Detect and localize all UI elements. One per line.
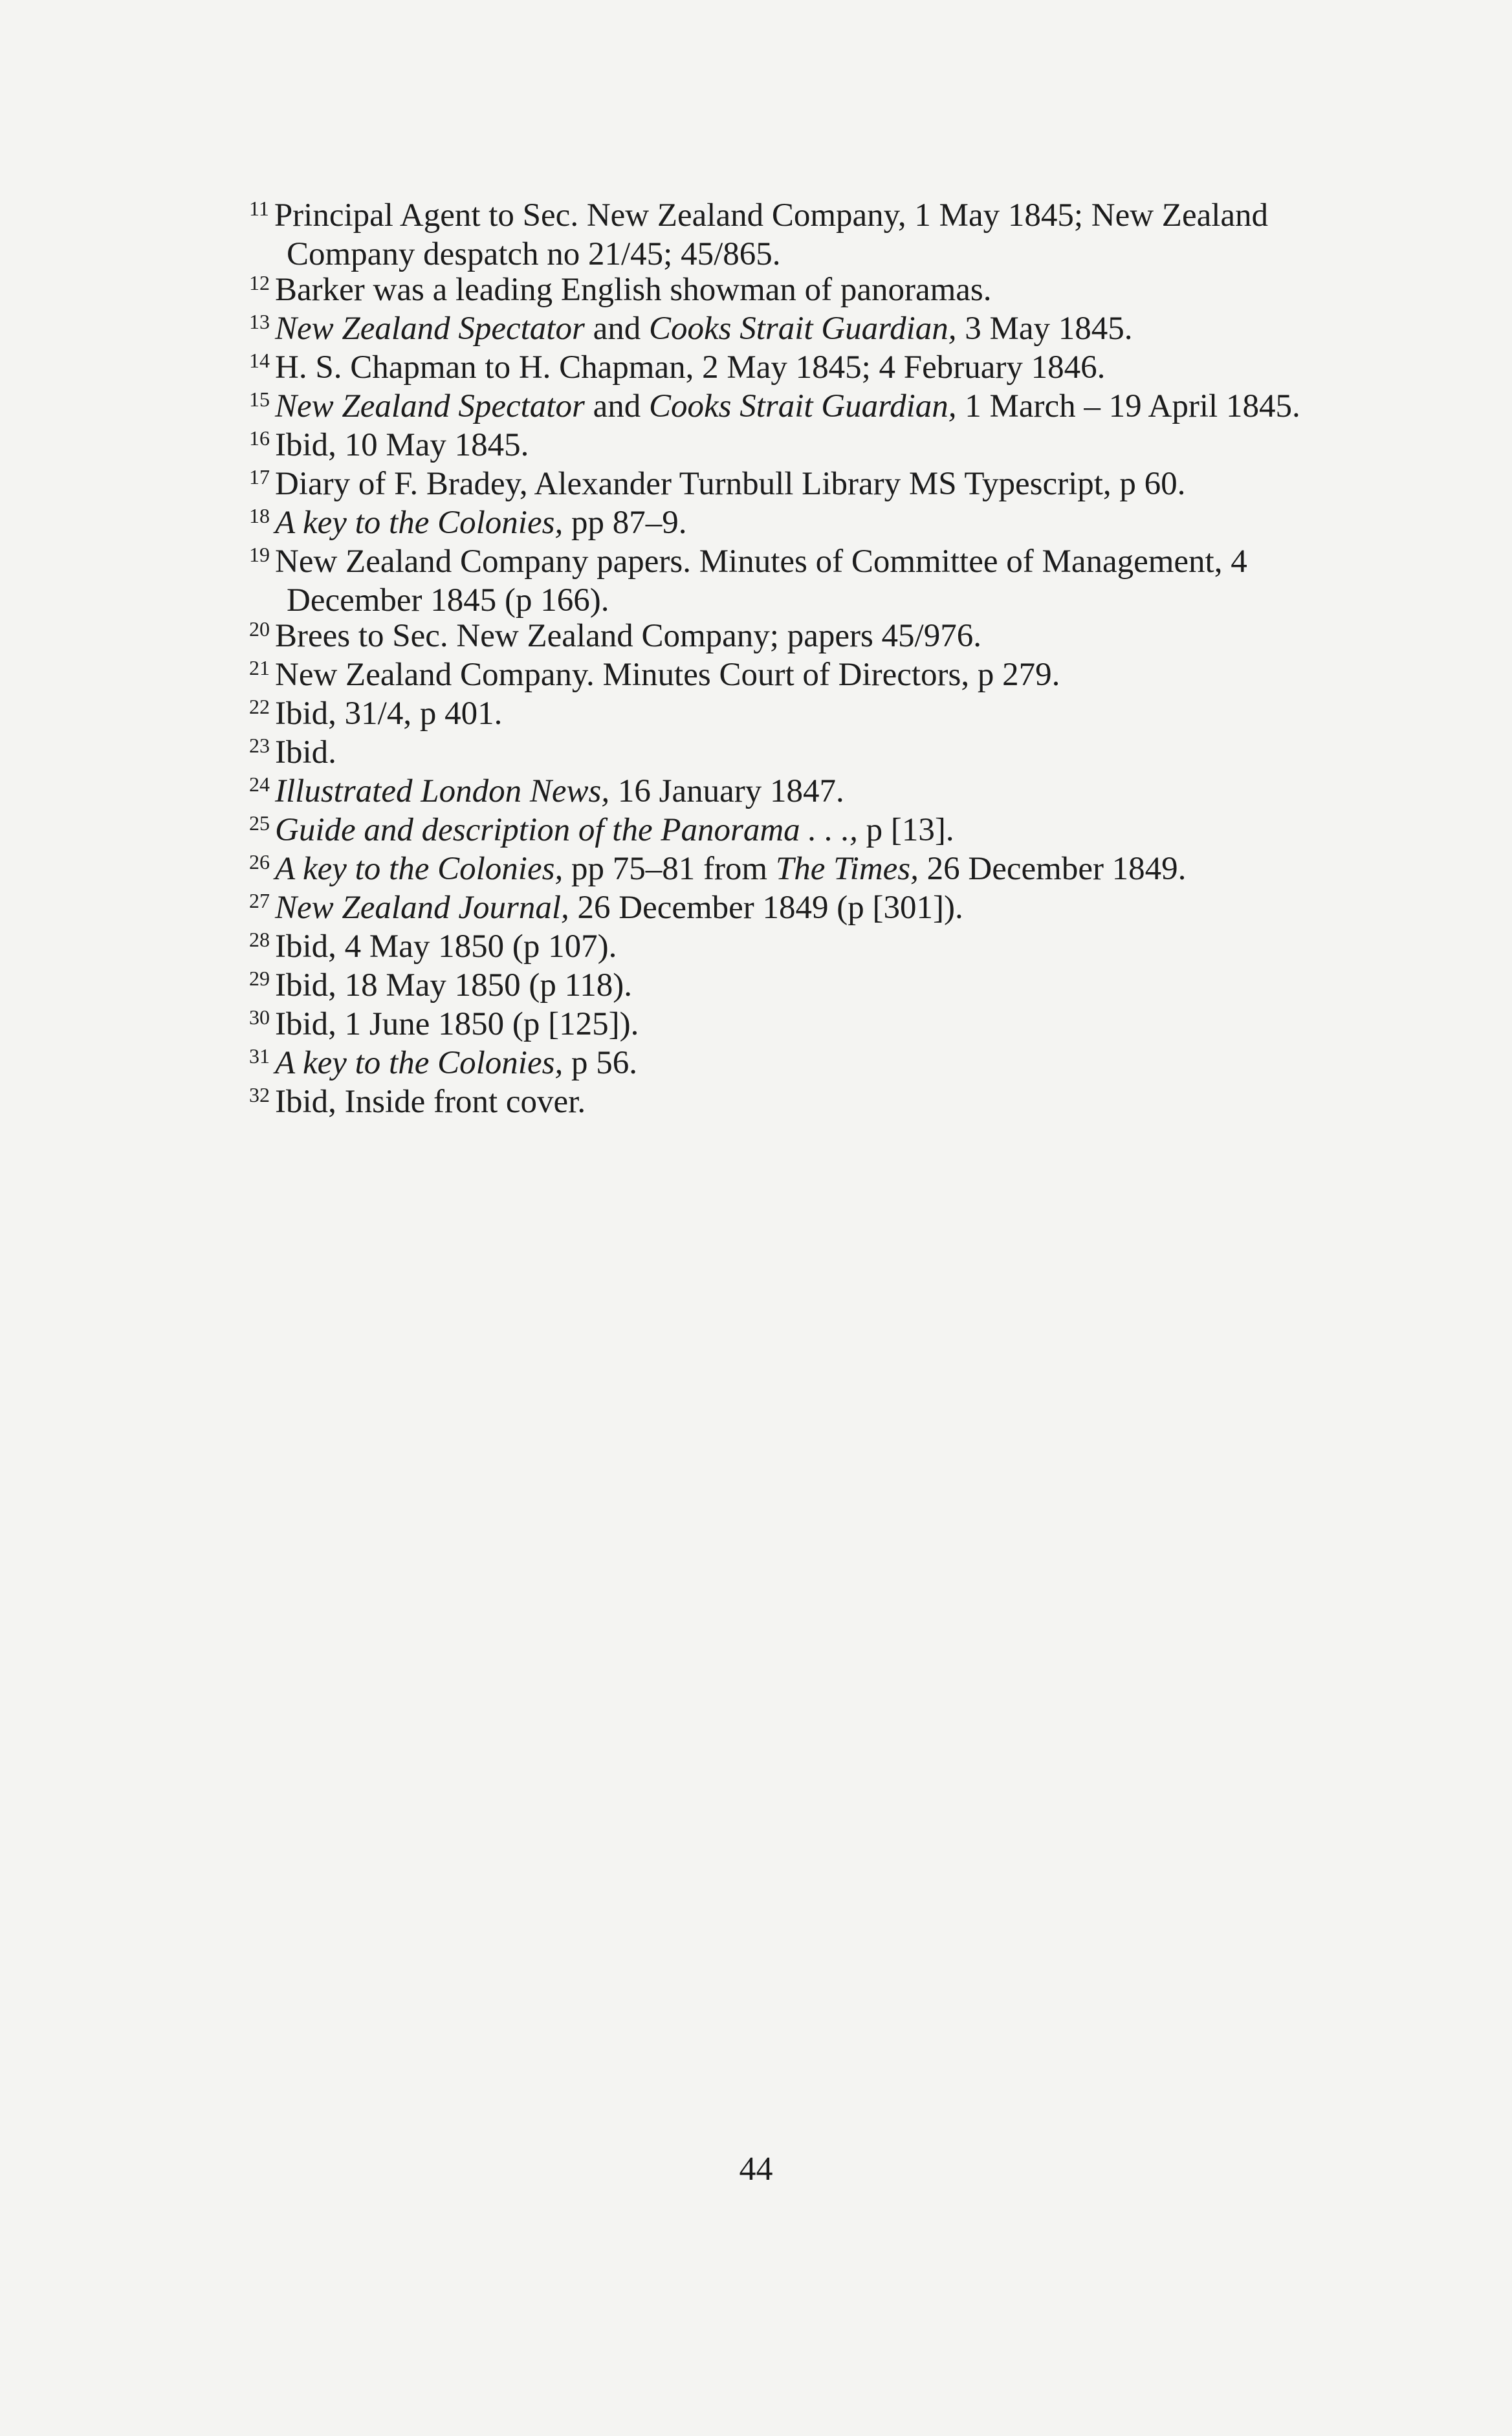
footnote-26 <box>249 851 1375 890</box>
footnote-title: New Zealand Journal, <box>275 890 569 926</box>
footnote-number: 32 <box>249 1083 270 1106</box>
footnote-text: Principal Agent to Sec. New Zealand Company, 1 May 1845; New Zealand Company despatch no 21/45; 45/865. <box>274 197 1269 272</box>
footnote-text: Ibid, 1 June 1850 (p [125]). <box>275 1006 639 1042</box>
footnote-number: 27 <box>249 889 270 912</box>
footnote-18 <box>249 505 1375 544</box>
footnote-number: 30 <box>249 1005 270 1029</box>
footnote-32 <box>249 1084 1375 1123</box>
footnote-text: Ibid, 18 May 1850 (p 118). <box>275 967 632 1004</box>
footnote-number: 24 <box>249 773 270 796</box>
footnote-number: 26 <box>249 850 270 873</box>
footnote-text: 16 January 1847. <box>609 773 844 809</box>
footnote-number: 29 <box>249 967 270 990</box>
footnote-title: New Zealand Spectator <box>275 311 585 347</box>
footnote-number: 21 <box>249 656 270 679</box>
footnote-number: 23 <box>249 734 270 757</box>
footnote-number: 20 <box>249 617 270 641</box>
footnote-number: 16 <box>249 426 270 450</box>
footnote-title: Cooks Strait Guardian, <box>648 311 957 347</box>
footnote-title: New Zealand Spectator <box>275 388 585 424</box>
footnote-17 <box>249 466 1375 505</box>
footnote-11 <box>249 198 1375 272</box>
footnote-text: Ibid, 31/4, p 401. <box>275 696 503 732</box>
footnote-number: 11 <box>249 197 269 220</box>
footnote-text: Ibid. <box>275 734 336 771</box>
footnote-number: 12 <box>249 271 270 294</box>
footnote-text: and <box>584 388 649 424</box>
footnote-number: 15 <box>249 388 270 411</box>
footnote-21 <box>249 657 1375 696</box>
footnote-text: and <box>584 311 649 347</box>
footnote-29 <box>249 968 1375 1007</box>
footnote-text: p 56. <box>563 1045 637 1081</box>
footnote-27 <box>249 890 1375 929</box>
footnote-text: pp 75–81 from <box>563 851 776 887</box>
footnote-text: Ibid, Inside front cover. <box>275 1084 586 1120</box>
footnote-number: 17 <box>249 465 270 488</box>
footnote-text: 26 December 1849. <box>918 851 1187 887</box>
footnote-text: Ibid, 10 May 1845. <box>275 427 529 463</box>
footnote-title: A key to the Colonies, <box>275 1045 564 1081</box>
footnote-text: 1 March – 19 April 1845. <box>956 388 1300 424</box>
footnote-text: New Zealand Company papers. Minutes of Committee of Management, 4 December 1845 (p 166). <box>275 543 1247 619</box>
footnote-number: 25 <box>249 811 270 835</box>
footnote-31 <box>249 1046 1375 1084</box>
footnote-number: 28 <box>249 928 270 951</box>
footnote-16 <box>249 428 1375 466</box>
footnote-number: 22 <box>249 695 270 718</box>
footnote-title: Guide and description of the Panorama . . ., <box>275 812 858 848</box>
footnote-number: 31 <box>249 1044 270 1068</box>
footnote-15 <box>249 389 1375 428</box>
footnote-30 <box>249 1007 1375 1046</box>
footnote-text: H. S. Chapman to H. Chapman, 2 May 1845; 4 February 1846. <box>275 349 1106 386</box>
footnote-22 <box>249 696 1375 735</box>
footnote-text: 3 May 1845. <box>956 311 1133 347</box>
footnote-title: The Times, <box>775 851 919 887</box>
footnote-title: A key to the Colonies, <box>275 505 564 541</box>
footnote-text: pp 87–9. <box>563 505 687 541</box>
footnote-text: Barker was a leading English showman of panoramas. <box>275 272 992 308</box>
footnote-number: 14 <box>249 349 270 372</box>
footnote-23 <box>249 735 1375 774</box>
footnote-text: Brees to Sec. New Zealand Company; papers 45/976. <box>275 618 981 654</box>
footnote-text: Ibid, 4 May 1850 (p 107). <box>275 928 617 965</box>
footnote-24 <box>249 774 1375 813</box>
footnote-12 <box>249 272 1375 311</box>
footnote-number: 18 <box>249 504 270 527</box>
footnotes-list <box>249 198 1375 1123</box>
footnote-title: Cooks Strait Guardian, <box>648 388 957 424</box>
footnote-text: Diary of F. Bradey, Alexander Turnbull Library MS Typescript, p 60. <box>275 466 1186 502</box>
footnote-number: 19 <box>249 543 270 566</box>
footnote-19 <box>249 544 1375 619</box>
footnote-14 <box>249 350 1375 389</box>
footnote-text: New Zealand Company. Minutes Court of Directors, p 279. <box>275 657 1060 693</box>
footnote-28 <box>249 929 1375 968</box>
page-number: 44 <box>739 2151 773 2188</box>
footnote-20 <box>249 619 1375 657</box>
footnote-title: Illustrated London News, <box>275 773 610 809</box>
footnote-text: p [13]. <box>857 812 954 848</box>
footnote-13 <box>249 311 1375 350</box>
footnote-number: 13 <box>249 310 270 333</box>
footnote-title: A key to the Colonies, <box>275 851 564 887</box>
footnote-25 <box>249 813 1375 851</box>
footnote-text: 26 December 1849 (p [301]). <box>569 890 963 926</box>
